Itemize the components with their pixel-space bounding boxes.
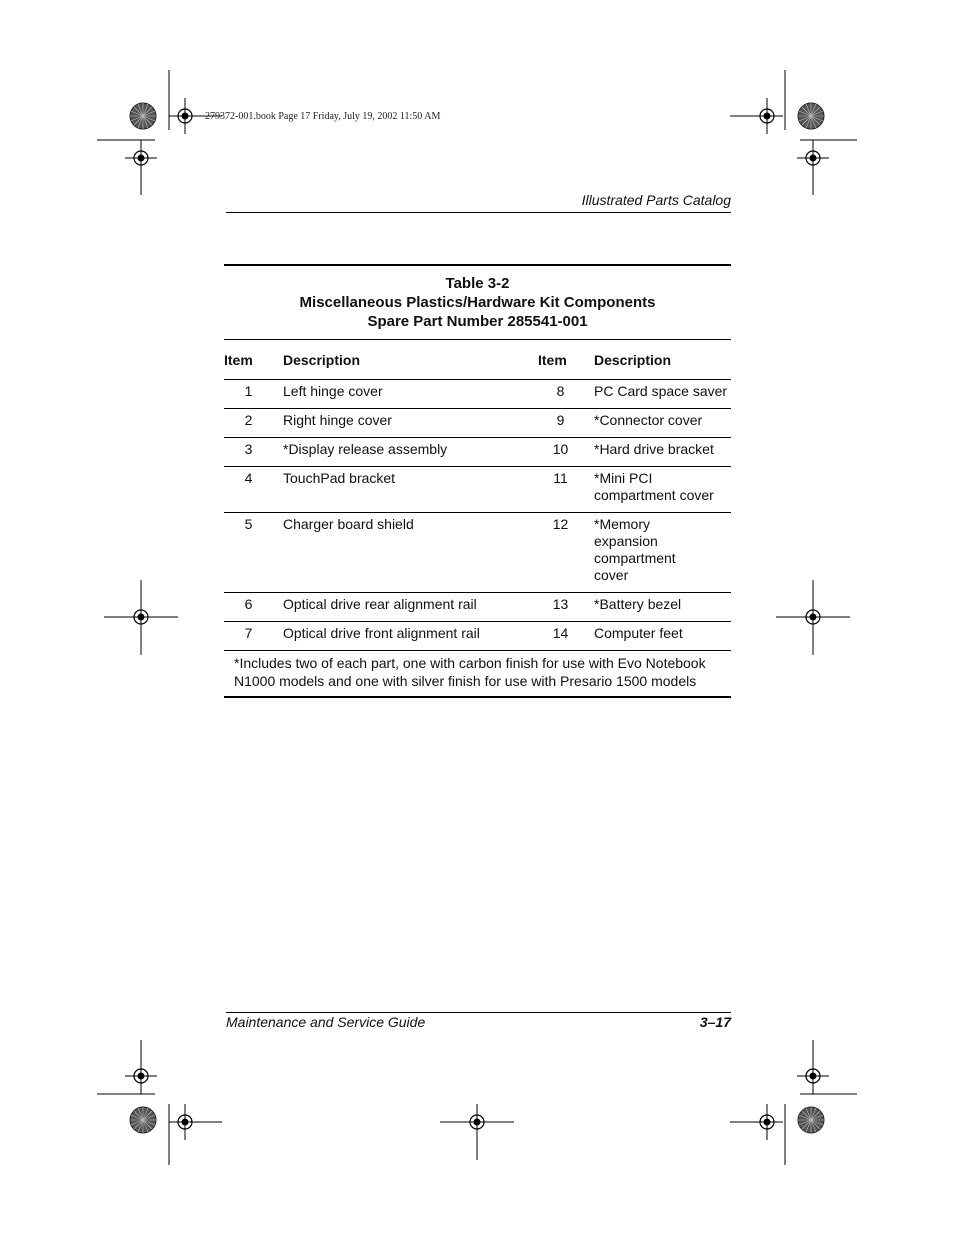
running-header: Illustrated Parts Catalog [581, 192, 731, 208]
item-number: 12 [552, 516, 569, 532]
table-row [224, 513, 731, 593]
item-description: Computer feet [594, 625, 683, 641]
item-description: TouchPad bracket [283, 470, 396, 486]
table-bottom-rule [224, 696, 731, 698]
item-description: *Memory expansion compartment cover [594, 516, 676, 583]
table-footnote: *Includes two of each part, one with carbon finish for use with Evo Notebook N1000 models and one with silver finish for use with Presario 1500 models [234, 655, 706, 689]
table-row [224, 438, 731, 467]
parts-table-block [224, 264, 731, 698]
item-number: 9 [556, 412, 565, 428]
column-header-item: Item [538, 352, 567, 368]
item-description: PC Card space saver [594, 383, 728, 399]
starburst-mark-bottom-right [798, 1107, 824, 1133]
item-number: 2 [244, 412, 253, 428]
header-rule [226, 212, 731, 213]
item-description: *Connector cover [594, 412, 703, 428]
item-number: 4 [244, 470, 253, 486]
item-number: 3 [244, 441, 253, 457]
item-description: *Battery bezel [594, 596, 682, 612]
item-description: Charger board shield [283, 516, 414, 532]
table-spare-part-number: Spare Part Number 285541-001 [367, 313, 588, 330]
table-number: Table 3-2 [445, 275, 510, 292]
item-number: 1 [244, 383, 253, 399]
item-description: Left hinge cover [283, 383, 383, 399]
table-row [224, 593, 731, 622]
starburst-mark-bottom-left [130, 1107, 156, 1133]
footer-book-title: Maintenance and Service Guide [226, 1014, 426, 1030]
item-number: 5 [244, 516, 253, 532]
item-description: Optical drive front alignment rail [283, 625, 480, 641]
item-number: 8 [556, 383, 565, 399]
item-description: *Mini PCI compartment cover [594, 470, 714, 503]
table-header-row [224, 340, 731, 380]
item-number: 10 [552, 441, 569, 457]
table-caption [224, 266, 731, 339]
table-row [224, 622, 731, 651]
table-row [224, 380, 731, 409]
column-header-item: Item [224, 352, 253, 368]
item-number: 13 [552, 596, 569, 612]
parts-table [224, 340, 731, 651]
table-row [224, 409, 731, 438]
item-description: *Display release assembly [283, 441, 448, 457]
item-number: 7 [244, 625, 253, 641]
item-number: 11 [553, 470, 568, 486]
table-title: Miscellaneous Plastics/Hardware Kit Components [299, 294, 656, 311]
column-header-description: Description [594, 352, 672, 368]
item-description: Optical drive rear alignment rail [283, 596, 477, 612]
column-header-description: Description [283, 352, 361, 368]
item-number: 14 [552, 625, 569, 641]
page-number: 3–17 [699, 1014, 731, 1030]
starburst-mark-top-left [130, 103, 156, 129]
item-description: *Hard drive bracket [594, 441, 714, 457]
table-row [224, 467, 731, 513]
item-description: Right hinge cover [283, 412, 392, 428]
item-number: 6 [244, 596, 253, 612]
book-stamp: 279372-001.book Page 17 Friday, July 19, 2002 11:50 AM [205, 111, 441, 122]
footer-rule [226, 1012, 731, 1013]
starburst-mark-top-right [798, 103, 824, 129]
